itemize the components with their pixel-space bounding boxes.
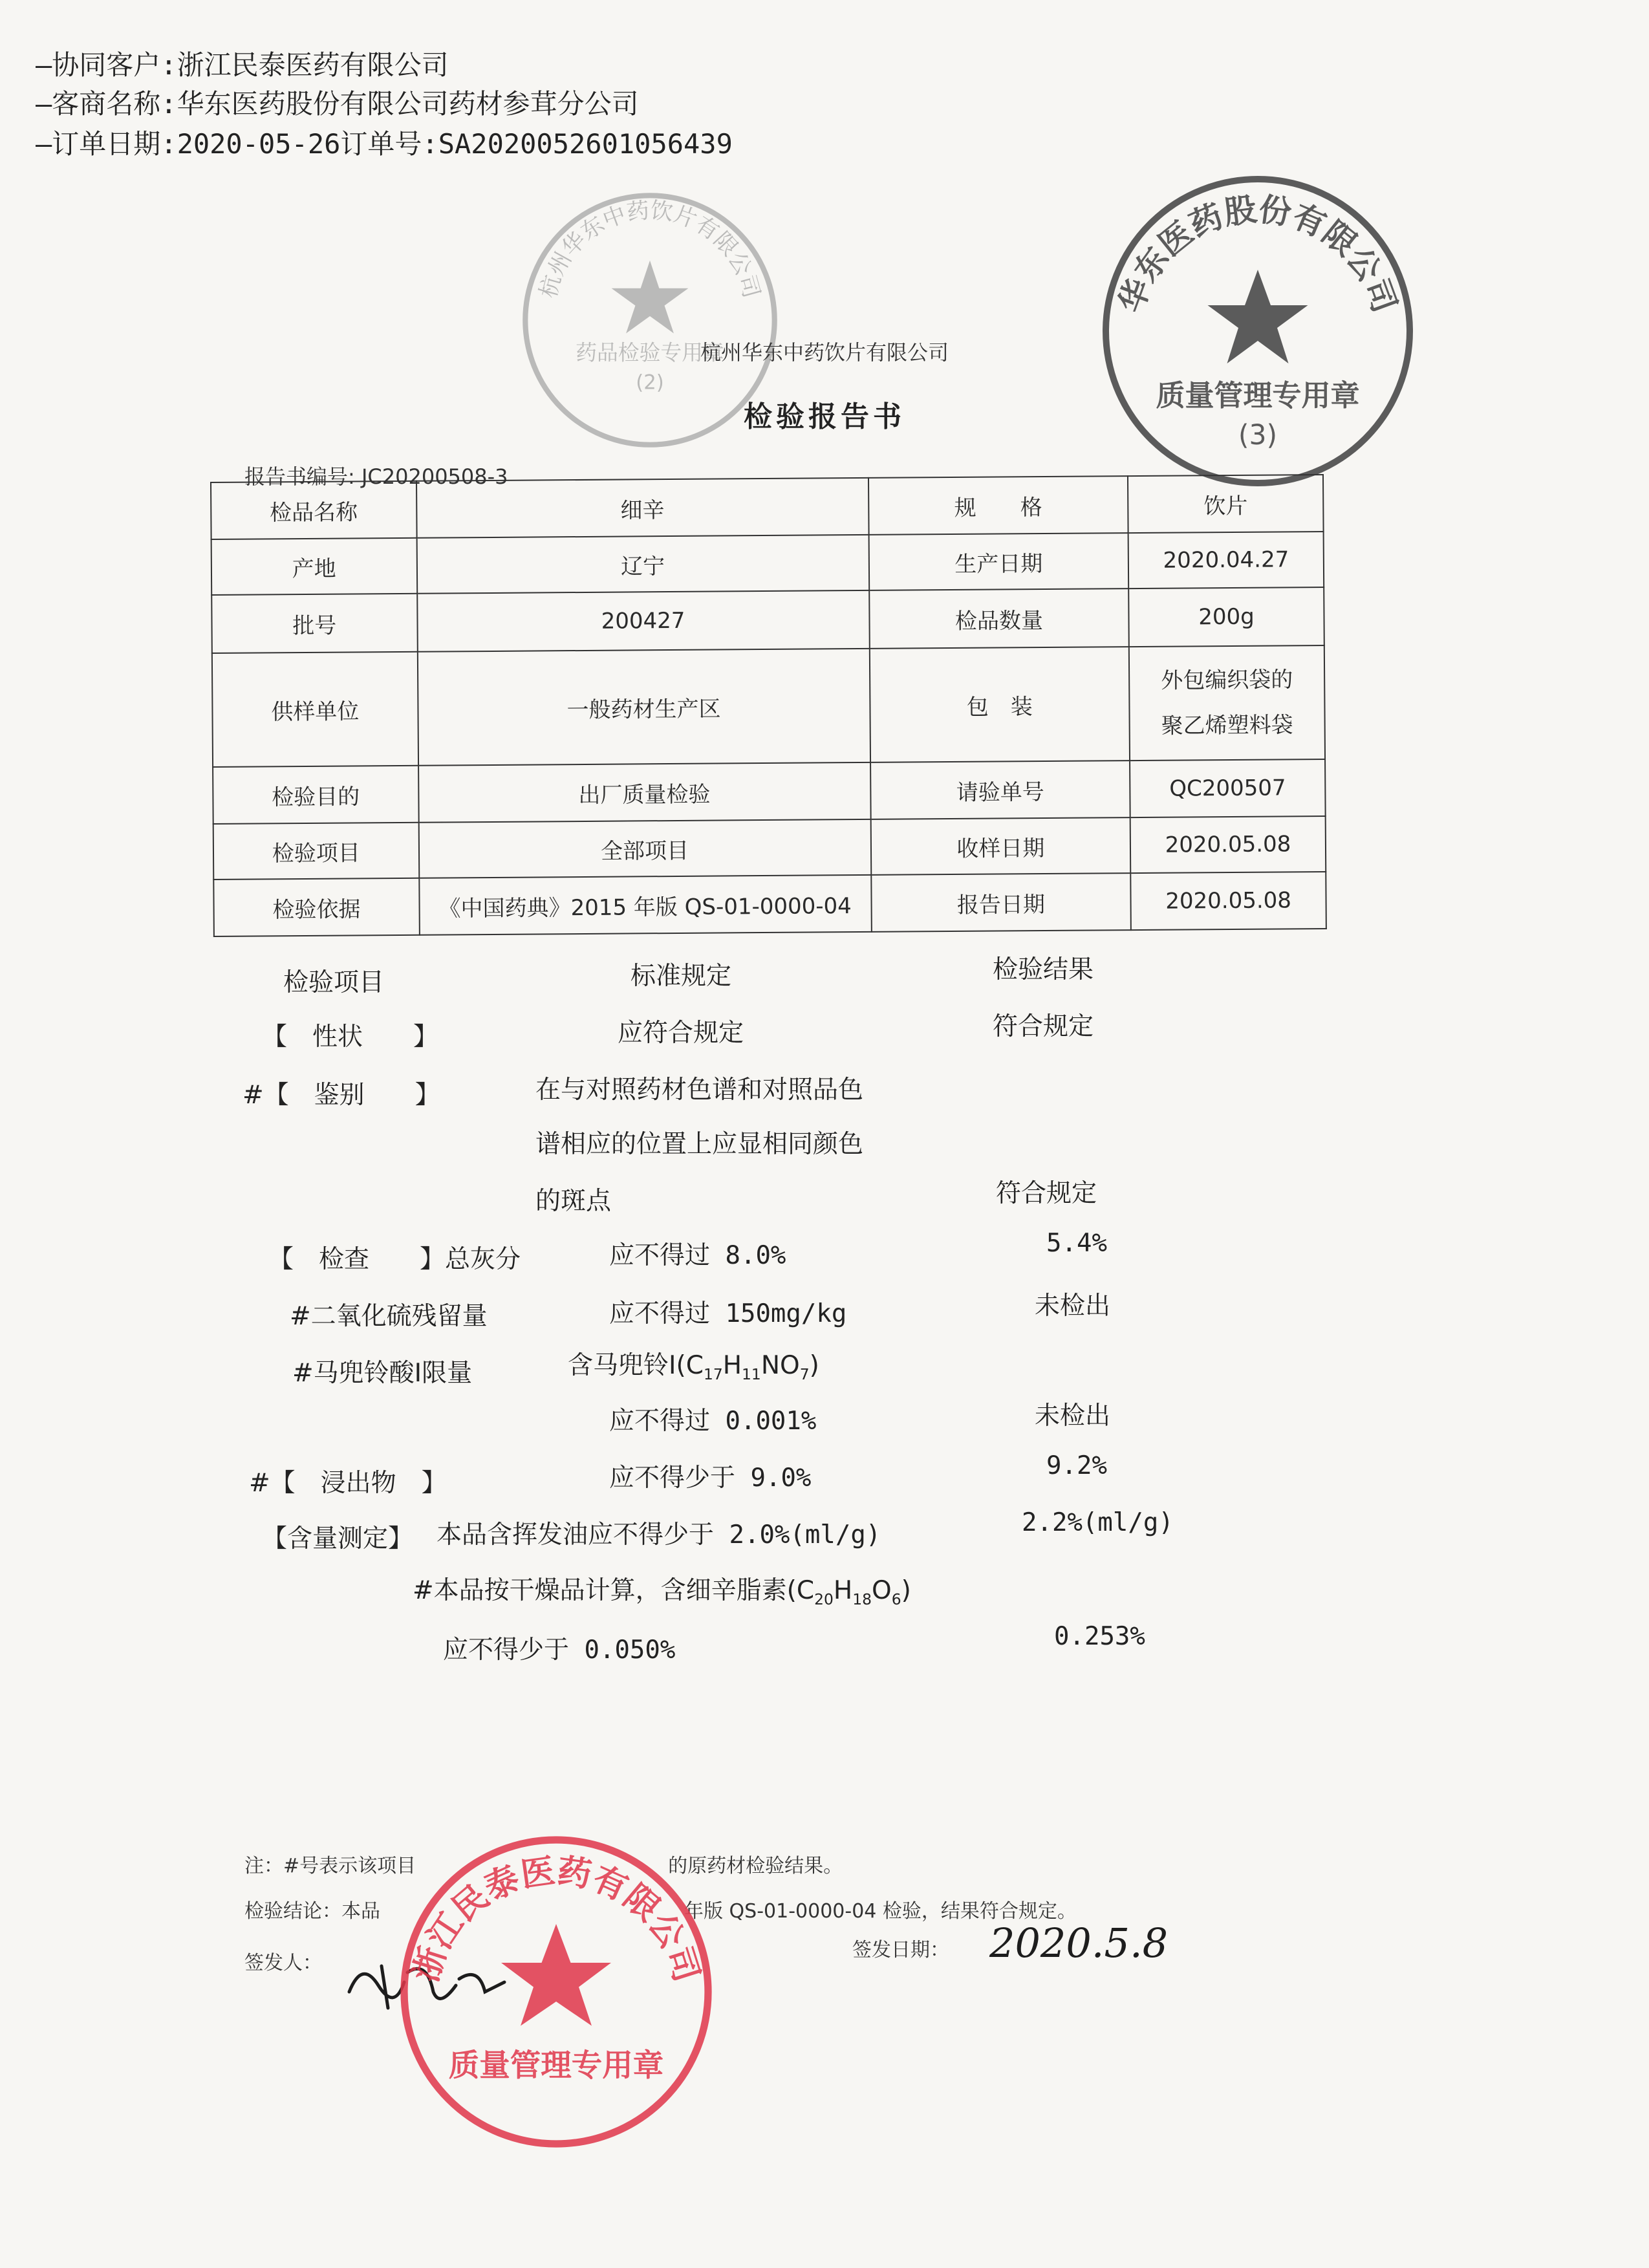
quality-seal-stamp-3 — [1096, 169, 1419, 493]
value-spec: 饮片 — [1128, 475, 1323, 533]
header-order: —订单日期:2020-05-26订单号:SA2020052601056439 — [36, 128, 733, 160]
asarinin-formula-o-count: 6 — [891, 1590, 901, 1608]
result-total-ash: 5.4% — [1046, 1229, 1107, 1258]
aristolochic-formula-prefix: 含马兜铃Ⅰ(C — [568, 1351, 704, 1380]
asarinin-formula-o: O — [871, 1576, 892, 1605]
aristolochic-formula-no: NO — [760, 1351, 800, 1380]
value-test-items: 全部项目 — [418, 819, 871, 878]
result-extractives: 9.2% — [1046, 1451, 1107, 1480]
std-volatile-oil — [436, 1515, 881, 1551]
footnote-text: 注：#号表示该项目 — [244, 1855, 416, 1877]
value-receive-date: 2020.05.08 — [1130, 816, 1326, 873]
aristolochic-formula-h-count: 11 — [742, 1365, 761, 1383]
asarinin-formula-h-count: 18 — [852, 1590, 872, 1608]
value-request-no: QC200507 — [1130, 759, 1325, 817]
item-aristolochic-acid: #马兜铃酸Ⅰ限量 — [292, 1359, 473, 1388]
label-batch: 批号 — [211, 594, 417, 653]
value-report-date: 2020.05.08 — [1130, 872, 1326, 930]
value-sample-name: 细辛 — [416, 478, 869, 538]
svg-text:药品检验专用章: 药品检验专用章 — [576, 340, 724, 365]
std-so2-residue: 应不得过 150mg/kg — [609, 1299, 847, 1328]
label-purpose: 检验目的 — [213, 766, 418, 824]
company-name: 杭州华东中药饮片有限公司 — [700, 340, 949, 365]
std-volatile-oil-text: 本品含挥发油应不得少于 2.0%(ml/g) — [436, 1520, 881, 1550]
std-identification-line-1: 在与对照药材色谱和对照品色 — [535, 1075, 864, 1105]
svg-text:华东医药股份有限公司: 华东医药股份有限公司 — [1112, 190, 1404, 318]
label-basis: 检验依据 — [213, 878, 419, 936]
asarinin-formula-prefix: #本品按干燥品计算，含细辛脂素(C — [413, 1576, 815, 1605]
sign-date-handwritten: 2020.5.8 — [989, 1919, 1169, 1967]
label-origin: 产地 — [211, 538, 417, 595]
item-extractives: #【 浸出物 】 — [249, 1469, 447, 1498]
asarinin-formula-h: H — [833, 1576, 853, 1605]
label-request-no: 请验单号 — [870, 761, 1130, 819]
red-quality-seal-stamp — [394, 1830, 718, 2154]
result-asarinin: 0.253% — [1054, 1622, 1145, 1651]
report-title: 检验报告书 — [744, 400, 905, 433]
item-assay: 【含量测定】 — [262, 1524, 414, 1553]
item-identification: #【 鉴别 】 — [242, 1081, 440, 1110]
sample-info-table — [210, 474, 1327, 937]
signer-label: 签发人： — [244, 1952, 322, 1974]
svg-text:(3): (3) — [1238, 420, 1278, 451]
col-header-result: 检验结果 — [993, 955, 1094, 984]
aristolochic-formula-h: H — [722, 1351, 742, 1380]
conclusion-text: 检验结论：本品 — [244, 1900, 380, 1923]
result-aristolochic-acid: 未检出 — [1035, 1401, 1111, 1431]
report-number-value: JC20200508-3 — [361, 464, 508, 489]
std-aristolochic-formula — [568, 1345, 819, 1383]
svg-text:(2): (2) — [636, 371, 664, 394]
std-identification-line-2: 谱相应的位置上应显相同颜色 — [535, 1130, 864, 1159]
item-so2-residue: #二氧化硫残留量 — [290, 1302, 488, 1331]
svg-text:质量管理专用章: 质量管理专用章 — [448, 2048, 664, 2084]
std-identification-line-3: 的斑点 — [535, 1187, 612, 1216]
result-so2-residue: 未检出 — [1035, 1291, 1111, 1321]
value-supplier: 一般药材生产区 — [417, 649, 870, 766]
label-packaging: 包 装 — [869, 647, 1130, 762]
result-identification: 符合规定 — [996, 1179, 1097, 1208]
result-description: 符合规定 — [993, 1012, 1094, 1041]
value-purpose: 出厂质量检验 — [418, 762, 871, 823]
item-total-ash: 【 检查 】总灰分 — [268, 1245, 521, 1274]
packaging-line-2: 聚乙烯塑料袋 — [1161, 712, 1293, 739]
result-volatile-oil: 2.2%(ml/g) — [1022, 1508, 1174, 1537]
svg-text:浙江民泰医药有限公司: 浙江民泰医药有限公司 — [405, 1851, 707, 1987]
std-extractives: 应不得少于 9.0% — [609, 1463, 812, 1493]
value-quantity: 200g — [1128, 587, 1324, 647]
report-number-label: 报告书编号: — [244, 464, 355, 489]
std-total-ash: 应不得过 8.0% — [609, 1241, 786, 1270]
label-sample-name: 检品名称 — [211, 481, 416, 539]
value-batch: 200427 — [417, 590, 870, 652]
label-report-date: 报告日期 — [871, 873, 1131, 932]
svg-text:质量管理专用章: 质量管理专用章 — [1156, 378, 1360, 413]
asarinin-formula-c-count: 20 — [814, 1590, 834, 1608]
packaging-line-1: 外包编织袋的 — [1161, 667, 1293, 694]
value-origin: 辽宁 — [416, 535, 869, 594]
svg-text:杭州华东中药饮片有限公司: 杭州华东中药饮片有限公司 — [535, 197, 764, 301]
label-spec: 规 格 — [868, 476, 1128, 535]
aristolochic-formula-c-count: 17 — [703, 1365, 723, 1383]
label-quantity: 检品数量 — [869, 589, 1129, 649]
label-receive-date: 收样日期 — [870, 817, 1130, 875]
label-supplier: 供样单位 — [212, 652, 418, 767]
item-description: 【 性状 】 — [262, 1022, 439, 1052]
conclusion-tail: 年版 QS-01-0000-04 检验，结果符合规定。 — [684, 1900, 1077, 1923]
value-production-date: 2020.04.27 — [1128, 532, 1324, 589]
col-header-standard: 标准规定 — [630, 962, 732, 991]
footnote-tail: 的原药材检验结果。 — [668, 1855, 843, 1877]
std-asarinin-formula — [413, 1570, 911, 1608]
aristolochic-formula-close: ) — [809, 1351, 819, 1380]
label-test-items: 检验项目 — [213, 823, 419, 880]
std-asarinin: 应不得少于 0.050% — [443, 1636, 676, 1665]
aristolochic-formula-o-count: 7 — [799, 1365, 810, 1383]
asarinin-formula-close: ) — [901, 1576, 911, 1605]
label-production-date: 生产日期 — [868, 533, 1128, 590]
value-packaging — [1129, 645, 1325, 761]
header-customer: —协同客户:浙江民泰医药有限公司 — [36, 49, 449, 81]
std-description: 应符合规定 — [618, 1019, 744, 1048]
sign-date-label: 签发日期： — [852, 1939, 949, 1961]
col-header-item: 检验项目 — [283, 968, 385, 997]
value-basis: 《中国药典》2015 年版 QS-01-0000-04 — [419, 875, 872, 935]
std-aristolochic-limit: 应不得过 0.001% — [609, 1407, 817, 1436]
header-merchant: —客商名称:华东医药股份有限公司药材参茸分公司 — [36, 88, 639, 120]
